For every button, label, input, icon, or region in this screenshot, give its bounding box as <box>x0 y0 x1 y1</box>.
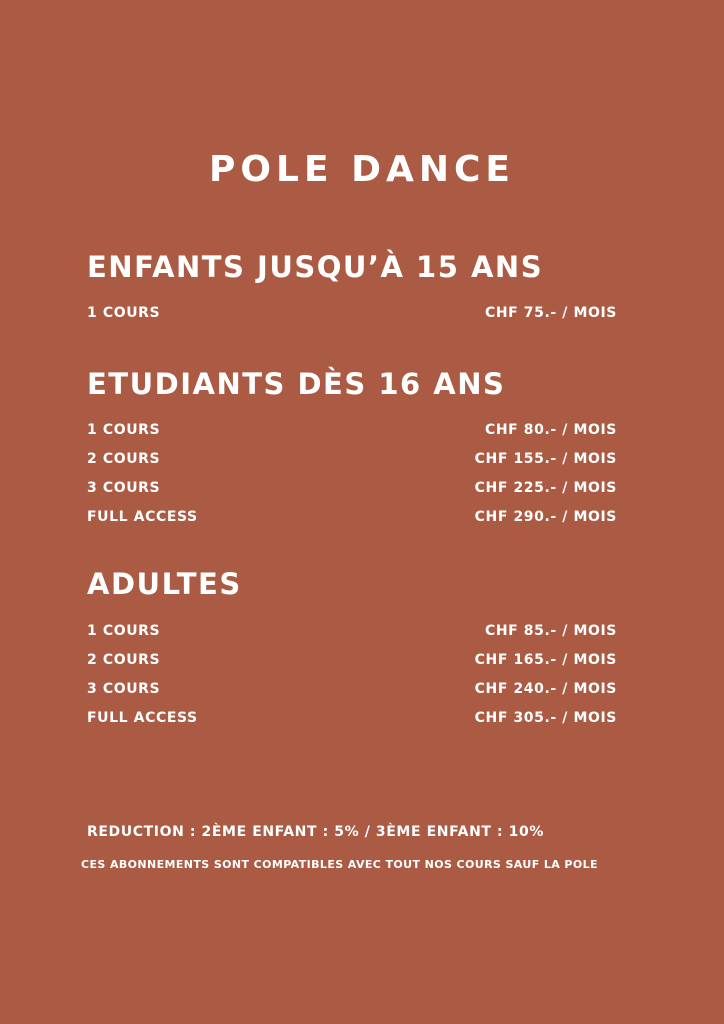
price-row <box>87 502 617 531</box>
course-price: CHF 240.- / MOIS <box>474 680 617 697</box>
course-label: 3 COURS <box>87 479 161 496</box>
price-list-enfants <box>87 298 617 327</box>
price-row <box>87 298 617 327</box>
compatibility-note: CES ABONNEMENTS SONT COMPATIBLES AVEC TOUT NOS COURS SAUF LA POLE <box>81 858 598 871</box>
price-row <box>87 415 617 444</box>
section-heading-adultes: ADULTES <box>87 567 242 601</box>
price-row <box>87 645 617 674</box>
course-price: CHF 75.- / MOIS <box>484 304 617 321</box>
section-heading-enfants: ENFANTS JUSQU’À 15 ANS <box>87 250 544 284</box>
course-label: 3 COURS <box>87 680 161 697</box>
course-label: 2 COURS <box>87 651 161 668</box>
course-price: CHF 305.- / MOIS <box>474 709 617 726</box>
price-row <box>87 703 617 732</box>
course-label: 1 COURS <box>87 304 161 321</box>
reduction-text: REDUCTION : 2ÈME ENFANT : 5% / 3ÈME ENFANT : 10% <box>87 824 544 840</box>
page-title: POLE DANCE <box>209 149 515 190</box>
course-price: CHF 165.- / MOIS <box>474 651 617 668</box>
course-label: 1 COURS <box>87 421 161 438</box>
price-list-adultes <box>87 616 617 732</box>
course-label: FULL ACCESS <box>87 508 198 525</box>
price-row <box>87 473 617 502</box>
course-price: CHF 290.- / MOIS <box>474 508 617 525</box>
course-label: FULL ACCESS <box>87 709 198 726</box>
price-list-etudiants <box>87 415 617 531</box>
price-row <box>87 444 617 473</box>
course-price: CHF 225.- / MOIS <box>474 479 617 496</box>
course-label: 1 COURS <box>87 622 161 639</box>
course-price: CHF 155.- / MOIS <box>474 450 617 467</box>
course-price: CHF 85.- / MOIS <box>484 622 617 639</box>
price-row <box>87 674 617 703</box>
price-row <box>87 616 617 645</box>
course-label: 2 COURS <box>87 450 161 467</box>
course-price: CHF 80.- / MOIS <box>484 421 617 438</box>
section-heading-etudiants: ETUDIANTS DÈS 16 ANS <box>87 367 506 401</box>
